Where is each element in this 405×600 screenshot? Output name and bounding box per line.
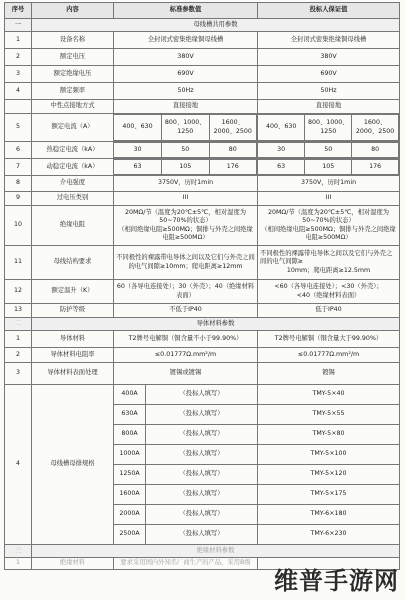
row-name: 热稳定电流（kA）: [32, 142, 114, 159]
row-index: 1: [5, 558, 32, 570]
spec-bid: TMY-5×55: [258, 405, 400, 425]
row-bid: 380V: [258, 49, 400, 66]
section-title: 导体材料参数: [32, 318, 400, 331]
row-index: 3: [5, 363, 32, 385]
std-current-2: 800、1000、1250: [162, 115, 210, 141]
spec-fill: （投标人填写）: [146, 505, 258, 525]
std-thermal-2: 50: [162, 143, 210, 158]
row-name: 防护等级: [32, 304, 114, 318]
header-index: 序号: [5, 3, 32, 19]
insulation-bid-line-2: （相间绝缘电阻≥500MΩ；铜排与外壳之间绝缘电阻≥500MΩ）: [261, 225, 396, 241]
row-name: 额定频率: [32, 83, 114, 100]
row-name: 母线槽母排规格: [32, 385, 114, 545]
row-index: 9: [5, 192, 32, 206]
insulation-std-line-1: 20MΩ/节（温度为20℃±5℃，相对湿度为50~70%的状态）: [124, 208, 247, 224]
row-name: 额定电压: [32, 49, 114, 66]
spec-row: [5, 385, 400, 405]
section-index: 一: [5, 19, 32, 32]
table-row-dynamic: [5, 159, 400, 176]
spec-fill: （投标人填写）: [146, 425, 258, 445]
std-dynamic-3: 176: [209, 160, 257, 175]
spec-rating: 400A: [114, 385, 146, 405]
row-name: 中性点接地方式: [32, 100, 114, 114]
row-name: 过电压类别: [32, 192, 114, 206]
spec-rating: 630A: [114, 405, 146, 425]
row-bid: [258, 280, 400, 304]
row-index: 6: [5, 142, 32, 159]
row-standard: 380V: [114, 49, 258, 66]
row-standard: 50Hz: [114, 83, 258, 100]
spec-bid: TMY-5×40: [258, 385, 400, 405]
row-index: 5: [5, 114, 32, 142]
spec-bid: TMY-5×80: [258, 425, 400, 445]
spec-bid: TMY-6×230: [258, 525, 400, 545]
spec-rating: 1250A: [114, 465, 146, 485]
row-bid: 50Hz: [258, 83, 400, 100]
section-row-2: [5, 318, 400, 331]
table-row: [5, 192, 400, 206]
row-name: 额定温升（K）: [32, 280, 114, 304]
row-index: 2: [5, 49, 32, 66]
row-index: 2: [5, 348, 32, 363]
spec-rating: 2000A: [114, 505, 146, 525]
table-row: [5, 49, 400, 66]
header-bid: 投标人保证值: [258, 3, 400, 19]
row-standard: [114, 114, 258, 142]
row-bid: T2牌号电解铜（铜含量大于99.90%）: [258, 331, 400, 348]
bid-thermal-2: 50: [305, 143, 352, 158]
row-index: 8: [5, 176, 32, 192]
bid-current-3: 1600、2000、2500: [352, 115, 399, 141]
row-standard: 不低于IP40: [114, 304, 258, 318]
table-row-insulation: [5, 206, 400, 246]
bid-current-2: 800、1000、1250: [305, 115, 352, 141]
bid-dynamic-2: 105: [305, 160, 352, 175]
row-index: 13: [5, 304, 32, 318]
row-name: 导体材料表面处理: [32, 363, 114, 385]
row-name: 绝缘电阻: [32, 206, 114, 246]
spec-fill: （投标人填写）: [146, 445, 258, 465]
spec-fill: （投标人填写）: [146, 525, 258, 545]
row-name: 导体材料: [32, 331, 114, 348]
std-dynamic-2: 105: [162, 160, 210, 175]
row-name: 导体材料电阻率: [32, 348, 114, 363]
row-bid: 低于IP40: [258, 304, 400, 318]
bid-thermal-1: 30: [258, 143, 305, 158]
spec-rating: 1000A: [114, 445, 146, 465]
row-bid: [258, 206, 400, 246]
section-title: 绝缘材料参数: [32, 545, 400, 558]
bid-dynamic-1: 63: [258, 160, 305, 175]
row-name: 动稳定电流（kA）: [32, 159, 114, 176]
row-standard: [114, 142, 258, 159]
row-standard: 690V: [114, 66, 258, 83]
header-standard: 标准参数值: [114, 3, 258, 19]
spec-fill: （投标人填写）: [146, 385, 258, 405]
table-row-structure: [5, 246, 400, 280]
temp-bid-line-1: <60（各导电连接处）；<30（外壳）；: [274, 283, 383, 290]
header-content: 内容: [32, 3, 114, 19]
row-bid: III: [258, 192, 400, 206]
row-bid: 镀锡: [258, 363, 400, 385]
row-index: 11: [5, 246, 32, 280]
std-thermal-3: 80: [209, 143, 257, 158]
row-index: 3: [5, 66, 32, 83]
std-thermal-1: 30: [114, 143, 162, 158]
row-name: 额定绝缘电压: [32, 66, 114, 83]
row-index: 4: [5, 83, 32, 100]
row-index: [5, 100, 32, 114]
row-name: 介电强度: [32, 176, 114, 192]
row-bid: 690V: [258, 66, 400, 83]
spec-fill: （投标人填写）: [146, 465, 258, 485]
spec-rating: 2500A: [114, 525, 146, 545]
table-row-current: [5, 114, 400, 142]
table-row: [5, 32, 400, 49]
insulation-std-line-2: （相间绝缘电阻≥500MΩ；铜排与外壳之间绝缘电阻≥500MΩ）: [118, 225, 253, 241]
table-row: [5, 100, 400, 114]
spec-bid: TMY-6×180: [258, 505, 400, 525]
spec-fill: （投标人填写）: [146, 405, 258, 425]
row-standard: 3750V，历时1min: [114, 176, 258, 192]
std-current-3: 1600、2000、2500: [209, 115, 257, 141]
structure-bid-line-2: 10mm；爬电距离≥12.5mm: [286, 266, 371, 274]
std-dynamic-1: 63: [114, 160, 162, 175]
section-index: 二: [5, 318, 32, 331]
row-standard: [114, 206, 258, 246]
bid-dynamic-3: 176: [352, 160, 399, 175]
parameter-table: [4, 2, 400, 570]
table-row: [5, 348, 400, 363]
table-row-temp: [5, 280, 400, 304]
table-row-thermal: [5, 142, 400, 159]
row-index: 1: [5, 32, 32, 49]
section-title: 母线槽共用参数: [32, 19, 400, 32]
watermark-logo: 维普手游网: [274, 567, 399, 595]
row-name: 设备名称: [32, 32, 114, 49]
row-standard: T2牌号电解铜（铜含量不小于99.90%）: [114, 331, 258, 348]
row-index: 1: [5, 331, 32, 348]
row-standard: 不同极性的裸露带电导体之间以及它们与外壳之间的电气间隙≥10mm；爬电距离≥12mm: [114, 246, 258, 280]
spec-bid: TMY-5×100: [258, 445, 400, 465]
bid-current-1: 400、630: [258, 115, 305, 141]
row-bid: 直接接地: [258, 100, 400, 114]
row-standard: 全封闭式密集绝缘铜母线槽: [114, 32, 258, 49]
spec-rating: 800A: [114, 425, 146, 445]
section-row-1: [5, 19, 400, 32]
table-row: [5, 304, 400, 318]
section-row-3: [5, 545, 400, 558]
row-bid: 3750V，历时1min: [258, 176, 400, 192]
row-index: 4: [5, 385, 32, 545]
table-row: [5, 66, 400, 83]
row-index: 12: [5, 280, 32, 304]
row-standard: 要求采用国内外知名厂商生产的产品，采用B级: [114, 558, 258, 570]
table-row: [5, 83, 400, 100]
row-name: 绝缘材料: [32, 558, 114, 570]
row-bid: [258, 159, 400, 176]
structure-bid-line-1: 不同极性的裸露带电导体之间以及它们与外壳之间的电气间隙≥: [260, 249, 393, 266]
insulation-bid-line-1: 20MΩ/节（温度为20℃±5℃，相对湿度为50~70%的状态）: [267, 208, 390, 224]
header-row: [5, 3, 400, 19]
spec-fill: （投标人填写）: [146, 485, 258, 505]
bid-thermal-3: 80: [352, 143, 399, 158]
temp-bid-line-2: <40（绝缘材料表面）: [296, 291, 361, 299]
row-name: 额定电流（A）: [32, 114, 114, 142]
spec-bid: TMY-5×175: [258, 485, 400, 505]
row-bid: [258, 114, 400, 142]
row-standard: 直接接地: [114, 100, 258, 114]
row-bid: ≤0.01777Ω.mm²/m: [258, 348, 400, 363]
row-standard: 60（各导电连接处）；30（外壳）；40（绝缘材料表面）: [114, 280, 258, 304]
table-row: [5, 331, 400, 348]
row-standard: 镀锡或镀锡: [114, 363, 258, 385]
row-name: 母线结构要求: [32, 246, 114, 280]
row-bid: 全封闭式密集绝缘铜母线槽: [258, 32, 400, 49]
spec-bid: TMY-5×120: [258, 465, 400, 485]
table-row: [5, 363, 400, 385]
table-row: [5, 176, 400, 192]
row-bid: [258, 142, 400, 159]
row-index: 7: [5, 159, 32, 176]
spec-rating: 1600A: [114, 485, 146, 505]
row-index: 10: [5, 206, 32, 246]
std-current-1: 400、630: [114, 115, 162, 141]
row-standard: [114, 159, 258, 176]
row-standard: III: [114, 192, 258, 206]
row-bid: [258, 246, 400, 280]
section-index: 三: [5, 545, 32, 558]
row-standard: ≤0.01777Ω.mm²/m: [114, 348, 258, 363]
